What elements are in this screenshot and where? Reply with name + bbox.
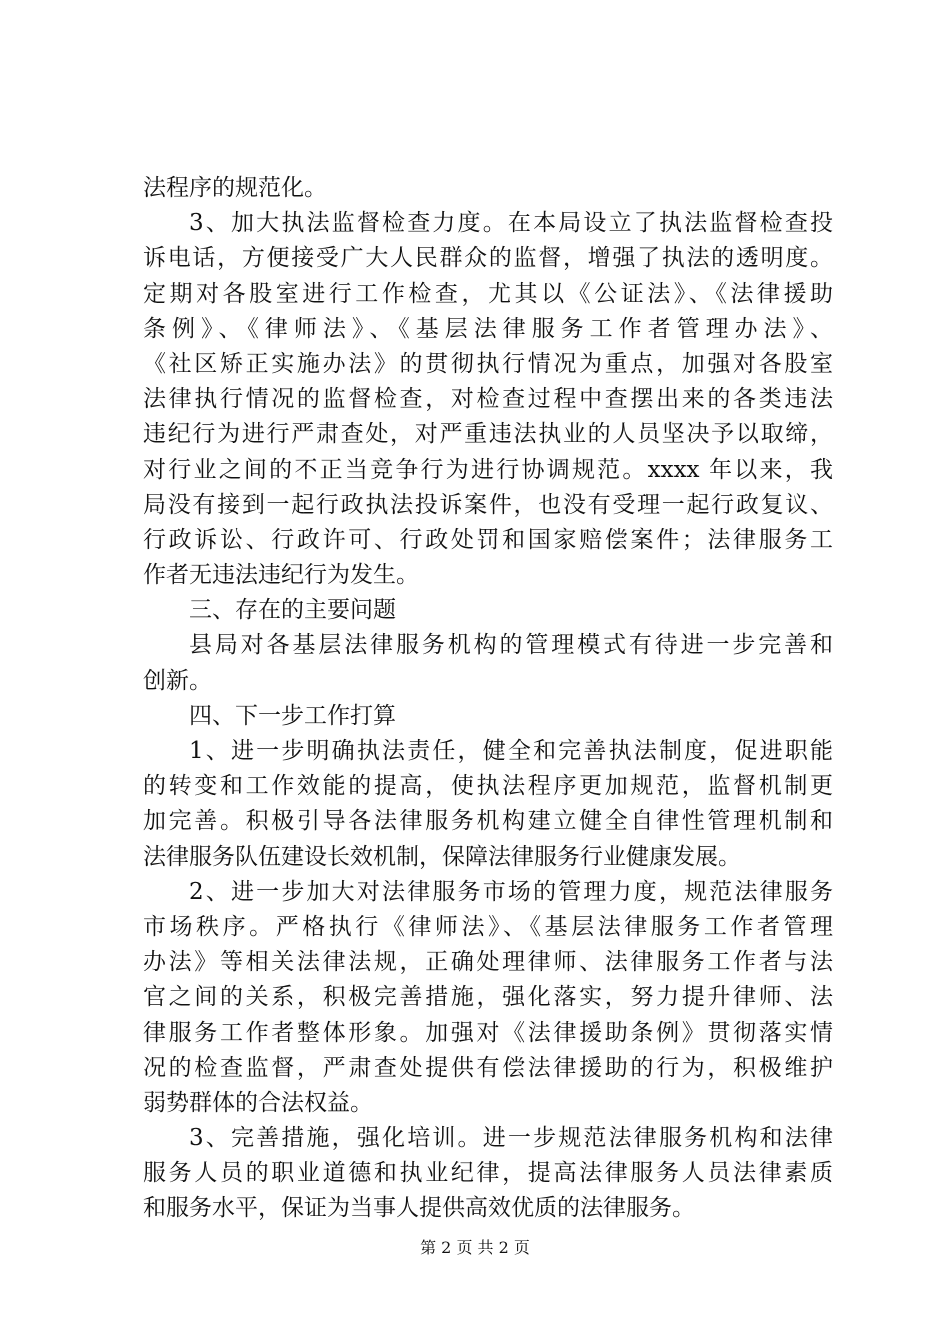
- text-line: 作者无违法违纪行为发生。: [143, 562, 419, 589]
- text-line: 服务人员的职业道德和执业纪律，提高法律服务人员法律素质: [143, 1160, 833, 1187]
- text-line: 和服务水平，保证为当事人提供高效优质的法律服务。: [143, 1195, 695, 1222]
- text-line: 加完善。积极引导各法律服务机构建立健全自律性管理机制和: [143, 808, 833, 835]
- text-line: 2、进一步加大对法律服务市场的管理力度，规范法律服务: [189, 878, 833, 905]
- section-heading: 四、下一步工作打算: [189, 702, 396, 729]
- text-line: 的转变和工作效能的提高，使执法程序更加规范，监督机制更: [143, 773, 833, 800]
- text-line: 条例》、《律师法》、《基层法律服务工作者管理办法》、: [143, 315, 833, 342]
- text-line: 官之间的关系，积极完善措施，强化落实，努力提升律师、法: [143, 984, 833, 1011]
- body-text: [143, 171, 833, 1227]
- text-line: 诉电话，方便接受广大人民群众的监督，增强了执法的透明度。: [143, 245, 833, 272]
- text-line: 市场秩序。严格执行《律师法》、《基层法律服务工作者管理: [143, 913, 833, 940]
- text-line: 3、完善措施，强化培训。进一步规范法律服务机构和法律: [189, 1125, 833, 1152]
- text-line: 对行业之间的不正当竞争行为进行协调规范。xxxx 年以来，我: [143, 456, 833, 483]
- text-line: 法律服务队伍建设长效机制，保障法律服务行业健康发展。: [143, 843, 741, 870]
- text-line: 《社区矫正实施办法》的贯彻执行情况为重点，加强对各股室: [143, 350, 833, 377]
- text-line: 况的检查监督，严肃查处提供有偿法律援助的行为，积极维护: [143, 1054, 833, 1081]
- text-line: 违纪行为进行严肃查处，对严重违法执业的人员坚决予以取缔，: [143, 421, 833, 448]
- section-heading: 三、存在的主要问题: [189, 597, 396, 624]
- page-number-footer: 第 2 页 共 2 页: [420, 1238, 530, 1257]
- text-line: 创新。: [143, 667, 212, 694]
- text-line: 法程序的规范化。: [143, 175, 327, 201]
- text-line: 弱势群体的合法权益。: [143, 1089, 373, 1116]
- text-line: 县局对各基层法律服务机构的管理模式有待进一步完善和: [189, 632, 833, 659]
- text-line: 3、加大执法监督检查力度。在本局设立了执法监督检查投: [189, 210, 833, 237]
- text-line: 律服务工作者整体形象。加强对《法律援助条例》贯彻落实情: [143, 1019, 833, 1046]
- text-line: 法律执行情况的监督检查，对检查过程中查摆出来的各类违法: [143, 386, 833, 413]
- text-line: 办法》等相关法律法规，正确处理律师、法律服务工作者与法: [143, 949, 833, 976]
- text-line: 定期对各股室进行工作检查，尤其以《公证法》、《法律援助: [143, 280, 833, 307]
- text-line: 1、进一步明确执法责任，健全和完善执法制度，促进职能: [189, 738, 833, 764]
- text-line: 局没有接到一起行政执法投诉案件，也没有受理一起行政复议、: [143, 491, 833, 518]
- text-line: 行政诉讼、行政许可、行政处罚和国家赔偿案件；法律服务工: [143, 526, 833, 553]
